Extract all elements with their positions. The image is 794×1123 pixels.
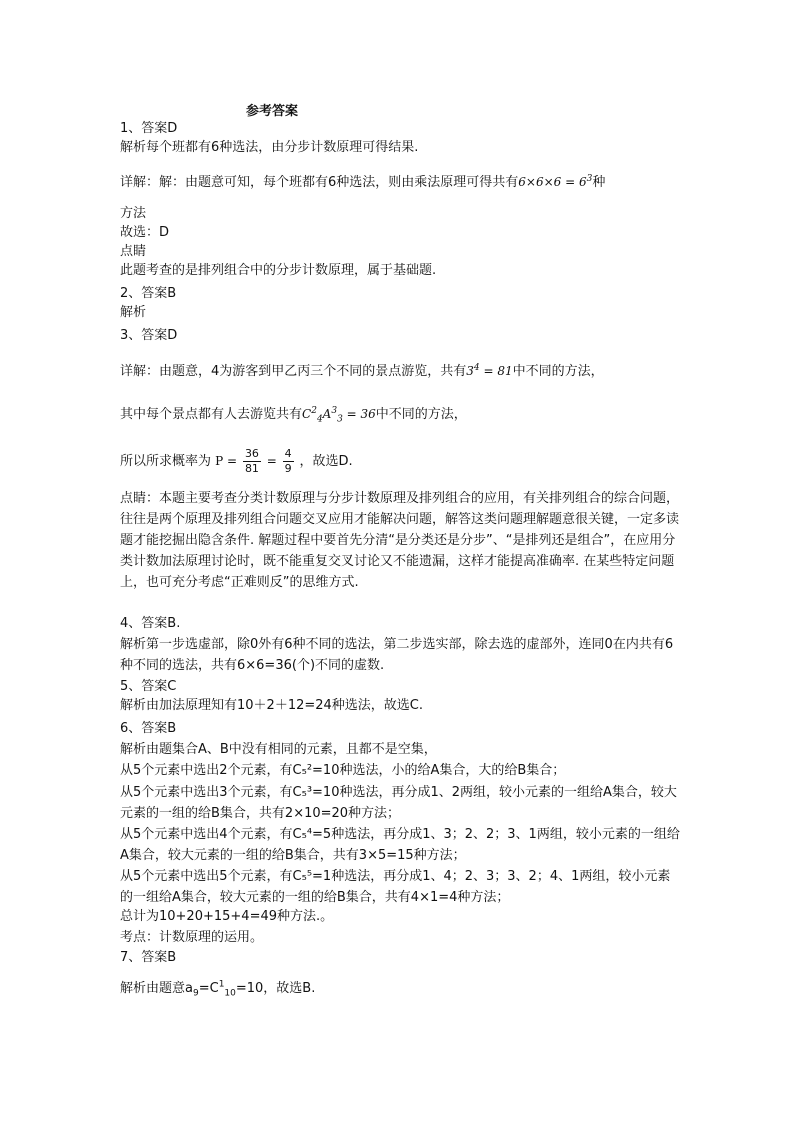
answer-1-analysis: 解析每个班都有6种选法，由分步计数原理可得结果. (120, 140, 419, 155)
page-title: 参考答案 (246, 104, 299, 119)
answer-6-total: 总计为10+20+15+4=49种方法.。 (120, 909, 334, 924)
answer-6-topic: 考点：计数原理的运用。 (120, 930, 264, 945)
answer-3-note: 点睛：本题主要考查分类计数原理与分步计数原理及排列组合的应用，有关排列组合的综合问题，往往是两个原理及排列组合问题交叉应用才能解决问题，解答这类问题理解题意很关键，一定多读题才能挖掘出隐含条件. 解题过程中要首先分清“是分类还是分步”、“是排列还是组合”，在应用分类计数加法原理讨论时，既不能重复交叉讨论又不能遗漏，这样才能提高准确率. 在某些特定问题上，也可充分考虑“正难则反”的思维方式. (120, 491, 680, 590)
answer-5-analysis: 解析由加法原理知有10＋2＋12=24种选法，故选C. (120, 698, 423, 713)
answer-1-detail-cont: 方法 (120, 206, 147, 221)
answer-1-heading: 1、答案D (120, 121, 178, 136)
answer-3-detail-2: 其中每个景点都有人去游览共有$C^2_4A^3_3 = 36$中不同的方法， (120, 406, 467, 425)
answer-4-analysis: 解析第一步选虚部，除0外有6种不同的选法，第二步选实部，除去选的虚部外，连同0在内共有6种不同的选法，共有6×6=36(个)不同的虚数. (120, 637, 674, 673)
answer-1-note: 此题考查的是排列组合中的分步计数原理，属于基础题. (120, 263, 437, 278)
formula-3-pow-4: $3^4 = 81$ (466, 363, 513, 378)
answer-6-case-5: 从5个元素中选出5个元素，有C₅⁵=1种选法，再分成1、4；2、3；3、2；4、1两组，较小元素的一组给A集合，较大元素的一组的给B集合，共有4×1=4种方法； (120, 869, 671, 905)
answer-6-heading: 6、答案B (120, 721, 177, 736)
answer-1-choice: 故选：D (120, 225, 170, 240)
formula-c-a: $C^2_4A^3_3 = 36$ (302, 406, 376, 425)
answer-7-heading: 7、答案B (120, 950, 177, 965)
answer-5-heading: 5、答案C (120, 679, 177, 694)
answer-6-analysis: 解析由题集合A、B中没有相同的元素，且都不是空集， (120, 742, 437, 757)
answer-1-detail: 详解：解：由题意可知，每个班都有6种选法，则由乘法原理可得共有$6\times 6\times 6 = 6^3$种 (120, 174, 606, 190)
answer-6-case-2: 从5个元素中选出2个元素，有C₅²=10种选法，小的给A集合，大的给B集合； (120, 763, 566, 778)
answer-3-probability: 所以所求概率为 P = $\frac{36}{81}$ = $\frac{4}{9}$ ，故选D. (120, 447, 353, 475)
answer-4-heading: 4、答案B. (120, 616, 181, 631)
answer-6-case-3: 从5个元素中选出3个元素，有C₅³=10种选法，再分成1、2两组，较小元素的一组给A集合，较大元素的一组的给B集合，共有2×10=20种方法； (120, 785, 677, 821)
answer-2-heading: 2、答案B (120, 286, 177, 301)
formula-6x6x6: $6\times 6\times 6 = 6^3$ (518, 174, 593, 189)
answer-3-detail: 详解：由题意，4为游客到甲乙丙三个不同的景点游览，共有$3^4 = 81$中不同的方法， (120, 363, 604, 379)
answer-2-analysis: 解析 (120, 305, 147, 320)
answer-1-note-heading: 点睛 (120, 244, 147, 259)
probability-formula: P = $\frac{36}{81}$ = $\frac{4}{9}$ (215, 447, 292, 475)
answer-7-analysis: 解析由题意$a_9=C^1_{10}=10$，故选B. (120, 979, 316, 999)
answer-3-heading: 3、答案D (120, 328, 178, 343)
answer-6-case-4: 从5个元素中选出4个元素，有C₅⁴=5种选法，再分成1、3；2、2；3、1两组，较小元素的一组给A集合，较大元素的一组的给B集合，共有3×5=15种方法； (120, 827, 680, 863)
